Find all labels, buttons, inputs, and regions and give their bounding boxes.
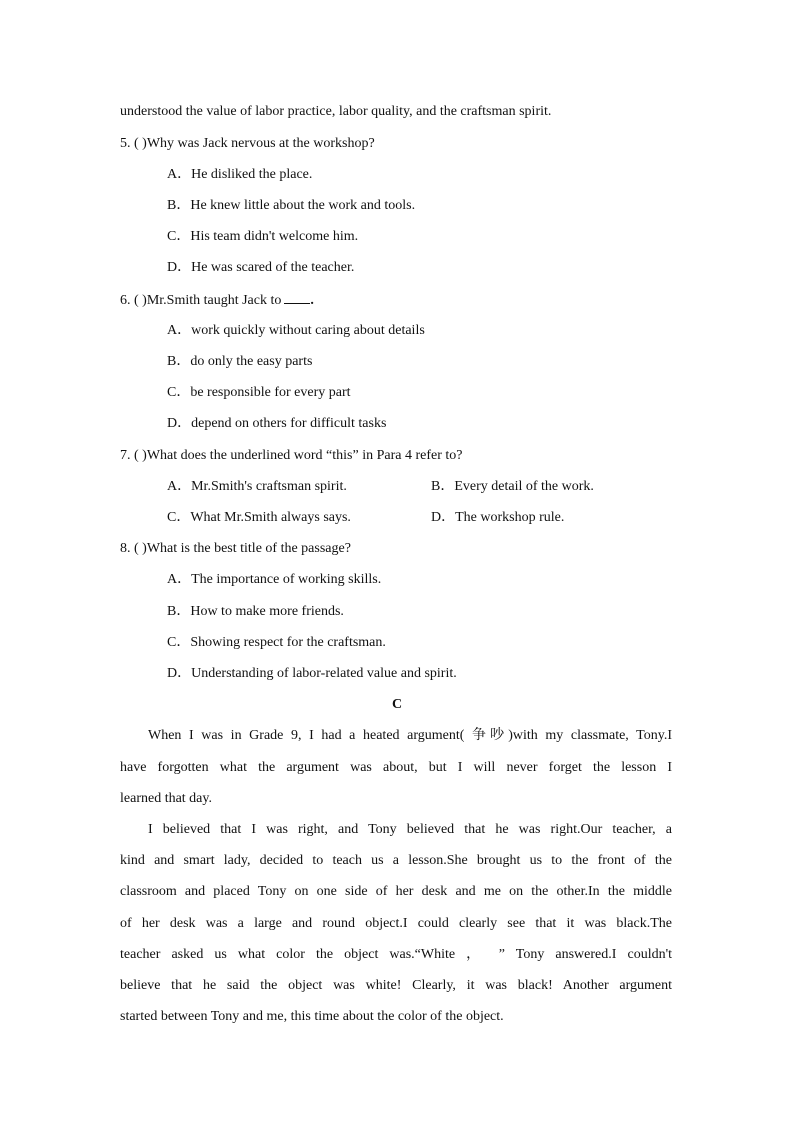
question-8-option-d: D．Understanding of labor-related value and spirit. [167, 666, 457, 681]
question-6-stem: 6. ( )Mr.Smith taught Jack to [120, 293, 282, 308]
question-6-option-c: C．be responsible for every part [167, 385, 351, 400]
question-6-option-b: B．do only the easy parts [167, 354, 313, 369]
answer-blank [284, 291, 310, 304]
question-8-option-c: C．Showing respect for the craftsman. [167, 635, 386, 650]
question-8-option-a: A．The importance of working skills. [167, 572, 382, 587]
question-5-option-c: C．His team didn't welcome him. [167, 229, 359, 244]
passage-line: teacher asked us what color the object was.“White ， ” Tony answered.I couldn't [120, 947, 672, 962]
passage-line: classroom and placed Tony on one side of her desk and me on the other.In the middle [120, 884, 672, 899]
section-heading: C [391, 697, 403, 712]
question-8-stem: 8. ( )What is the best title of the passage? [120, 541, 351, 556]
question-7-option-a: A．Mr.Smith's craftsman spirit. [167, 479, 347, 494]
question-7-option-c: C．What Mr.Smith always says. [167, 510, 351, 525]
question-6-option-d: D．depend on others for difficult tasks [167, 416, 387, 431]
question-6-stem-line [120, 291, 314, 310]
passage-line: of her desk was a large and round object.I could clearly see that it was black.The [120, 916, 672, 931]
question-7-option-d: D．The workshop rule. [431, 510, 565, 525]
question-5-stem: 5. ( )Why was Jack nervous at the workshop? [120, 136, 375, 151]
passage-line: believe that he said the object was white! Clearly, it was black! Another argument [120, 978, 672, 993]
passage-line: have forgotten what the argument was about, but I will never forget the lesson I [120, 760, 672, 775]
question-7-option-b: B．Every detail of the work. [431, 479, 594, 494]
passage-line: When I was in Grade 9, I had a heated argument( 争吵)with my classmate, Tony.I [148, 728, 672, 743]
question-5-option-b: B．He knew little about the work and tools. [167, 198, 416, 213]
question-6-stem-end: . [310, 293, 314, 308]
intro-line: understood the value of labor practice, labor quality, and the craftsman spirit. [120, 104, 552, 119]
question-5-option-d: D．He was scared of the teacher. [167, 260, 355, 275]
question-5-option-a: A．He disliked the place. [167, 167, 313, 182]
passage-line: started between Tony and me, this time about the color of the object. [120, 1009, 504, 1024]
question-8-option-b: B．How to make more friends. [167, 604, 344, 619]
question-6-option-a: A．work quickly without caring about details [167, 323, 425, 338]
passage-line: I believed that I was right, and Tony believed that he was right.Our teacher, a [148, 822, 672, 837]
passage-line: kind and smart lady, decided to teach us a lesson.She brought us to the front of the [120, 853, 672, 868]
passage-line: learned that day. [120, 791, 212, 806]
question-7-stem: 7. ( )What does the underlined word “this” in Para 4 refer to? [120, 448, 463, 463]
